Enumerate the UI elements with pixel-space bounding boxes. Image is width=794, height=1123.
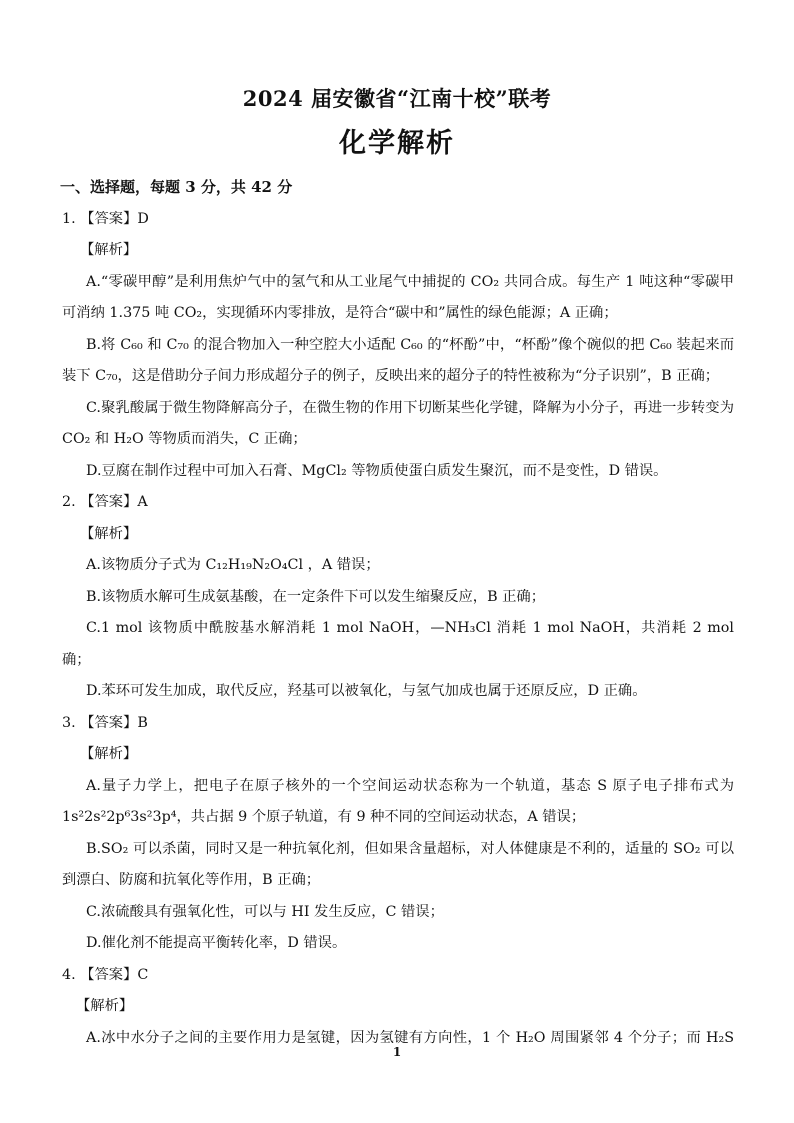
explanation-line: D.苯环可发生加成，取代反应，羟基可以被氧化，与氢气加成也属于还原反应，D 正确。: [86, 683, 647, 699]
explanation-line: A.冰中水分子之间的主要作用力是氢键，因为氢键有方向性，1 个 H₂O 周围紧邻 4 个分子；而 H₂S: [86, 1029, 734, 1046]
explanation-line: D.豆腐在制作过程中可加入石膏、MgCl₂ 等物质使蛋白质发生聚沉，而不是变性，D 错误。: [86, 462, 668, 479]
explanation-continuation: 到漂白、防腐和抗氧化等作用，B 正确；: [62, 872, 321, 888]
explanation-line: B.将 C₆₀ 和 C₇₀ 的混合物加入一种空腔大小适配 C₆₀ 的“杯酚”中，“杯酚”像个碗似的把 C₆₀ 装起来而: [86, 336, 734, 353]
explanation-line: C.聚乳酸属于微生物降解高分子，在微生物的作用下切断某些化学键，降解为小分子，再进一步转变为: [86, 399, 734, 416]
section-heading: 一、选择题，每题 3 分，共 42 分: [60, 178, 293, 196]
question-answer-line: 4. 【答案】C: [62, 966, 149, 983]
explanation-continuation: 可消纳 1.375 吨 CO₂，实现循环内零排放，是符合“碳中和”属性的绿色能源；A 正确；: [62, 305, 618, 321]
explanation-continuation: 1s²2s²2p⁶3s²3p⁴，共占据 9 个原子轨道，有 9 种不同的空间运动状态，A 错误；: [62, 809, 586, 825]
document-title: 2024 届安徽省“江南十校”联考: [242, 86, 552, 111]
explanation-continuation: 装下 C₇₀，这是借助分子间力形成超分子的例子，反映出来的超分子的特性被称为“分子识别”，B 正确；: [62, 368, 720, 384]
page-number: 1: [392, 1045, 402, 1059]
question-answer-line: 3. 【答案】B: [62, 714, 148, 731]
question-answer-line: 2. 【答案】A: [62, 494, 148, 510]
explanation-line: A.“零碳甲醇”是利用焦炉气中的氢气和从工业尾气中捕捉的 CO₂ 共同合成。每生产 1 吨这种“零碳甲: [86, 273, 734, 290]
analysis-label: 【解析】: [80, 746, 138, 762]
explanation-line: D.催化剂不能提高平衡转化率，D 错误。: [86, 935, 347, 951]
explanation-line: C.1 mol 该物质中酰胺基水解消耗 1 mol NaOH，—NH₃Cl 消耗 1 mol NaOH，共消耗 2 mol: [86, 620, 734, 636]
explanation-line: A.量子力学上，把电子在原子核外的一个空间运动状态称为一个轨道，基态 S 原子电子排布式为: [86, 777, 734, 794]
explanation-line: B.SO₂ 可以杀菌，同时又是一种抗氧化剂，但如果含量超标，对人体健康是不利的，适量的 SO₂ 可以: [86, 840, 734, 857]
answer-lines: [62, 204, 734, 1055]
explanation-line: A.该物质分子式为 C₁₂H₁₉N₂O₄Cl ，A 错误；: [86, 557, 380, 573]
document-body: [62, 172, 734, 1054]
document-subtitle: 化学解析: [339, 128, 455, 159]
explanation-continuation: CO₂ 和 H₂O 等物质而消失，C 正确；: [62, 431, 307, 447]
analysis-label: 【解析】: [76, 998, 134, 1014]
explanation-continuation: 确；: [62, 651, 91, 668]
analysis-label: 【解析】: [80, 242, 138, 258]
question-answer-line: 1. 【答案】D: [62, 210, 149, 227]
explanation-line: C.浓硫酸具有强氧化性，可以与 HI 发生反应，C 错误；: [86, 903, 444, 920]
explanation-line: B.该物质水解可生成氨基酸，在一定条件下可以发生缩聚反应，B 正确；: [86, 588, 546, 605]
analysis-label: 【解析】: [80, 525, 138, 542]
